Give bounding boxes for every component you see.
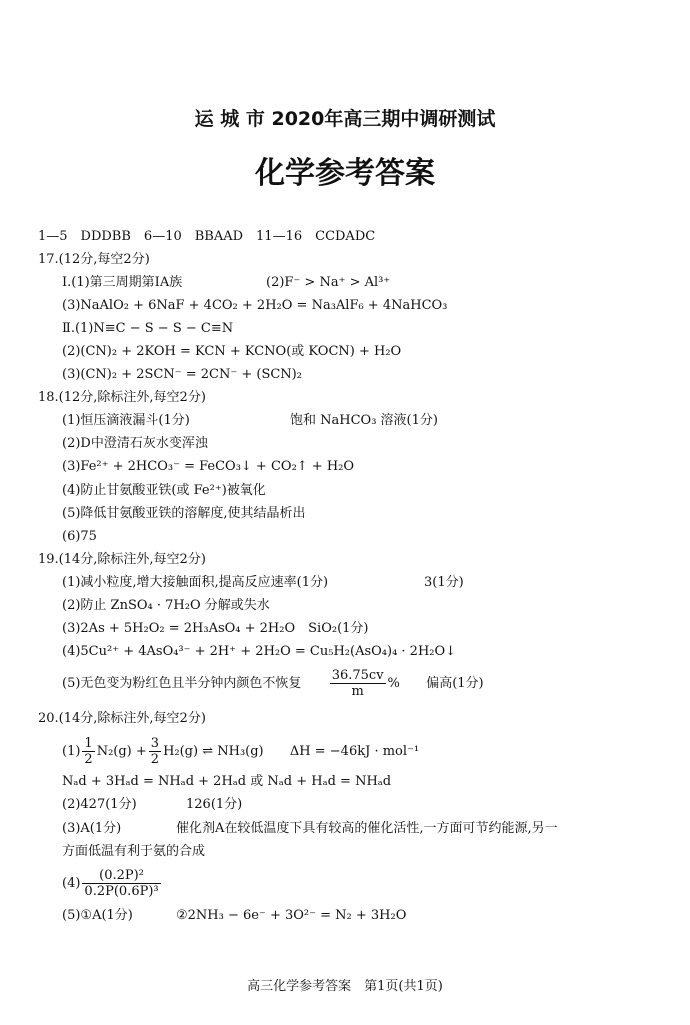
document-title: 化学参考答案 [255,156,435,191]
q17-part1-1: Ⅰ.(1)第三周期第ⅠA族 [62,275,183,290]
q20-answer-5b: ②2NH₃ − 6e⁻ + 3O²⁻ = N₂ + 3H₂O [176,908,407,923]
q19-answer-5-text: (5)无色变为粉红色且半分钟内颜色不恢复 [62,676,302,691]
q20-answer-1-label: (1) [62,744,81,759]
q20-answer-1b: Nₐd + 3Hₐd = NHₐd + 2Hₐd 或 Nₐd + Hₐd = NHₐd [62,774,392,789]
q20-answer-4 [62,868,163,899]
q17-part1-3: (3)NaAlO₂ + 6NaF + 4CO₂ + 2H₂O = Na₃AlF₆ + 4NaHCO₃ [62,298,448,313]
q20-fraction-3-num: 3 [150,736,160,751]
q17-part1-2: (2)F⁻ > Na⁺ > Al³⁺ [266,275,391,290]
q20-fraction-half-num: 1 [84,736,93,751]
q17-part2-3: (3)(CN)₂ + 2SCN⁻ = 2CN⁻ + (SCN)₂ [62,367,302,382]
q20-kp-numerator: (0.2P)² [82,868,160,884]
q19-answer-1: (1)减小粒度,增大接触面积,提高反应速率(1分) [62,575,329,590]
q20-answer-3b: 催化剂A在较低温度下具有较高的催化活性,一方面可节约能源,另一 [176,821,558,836]
multiple-choice-answers: 1—5 DDDBB 6—10 BBAAD 11—16 CCDADC [38,229,376,244]
q18-answer-5: (5)降低甘氨酸亚铁的溶解度,使其结晶析出 [62,506,306,521]
q20-fraction-three-halves [149,736,161,767]
q20-answer-4-label: (4) [62,876,81,891]
q18-answer-2: (2)D中澄清石灰水变浑浊 [62,436,208,451]
q18-answer-1: (1)恒压滴液漏斗(1分) [62,413,190,428]
q19-fraction-numerator: 36.75cv [331,668,384,683]
q19-answer-3: (3)2As + 5H₂O₂ = 2H₃AsO₄ + 2H₂O SiO₂(1分) [62,621,369,636]
q20-answer-3: (3)A(1分) [62,821,122,836]
q19-answer-1b: 3(1分) [424,575,464,590]
exam-title: 运 城 市 2020年高三期中调研测试 [194,108,496,130]
q17-part2-2: (2)(CN)₂ + 2KOH = KCN + KCNO(或 KOCN) + H₂O [62,344,402,359]
q20-kp-denominator: 0.2P(0.6P)³ [84,884,159,899]
q20-answer-3c: 方面低温有利于氨的合成 [62,844,206,859]
q19-answer-5 [62,668,484,699]
q20-answer-1 [62,736,419,767]
q20-kp-fraction [82,868,160,899]
q18-answer-1b: 饱和 NaHCO₃ 溶液(1分) [290,413,438,428]
q17-part2-1: Ⅱ.(1)N≡C − S − S − C≡N [62,321,234,336]
page-footer: 高三化学参考答案 第1页(共1页) [247,979,443,994]
q20-heading: 20.(14分,除标注外,每空2分) [38,711,206,726]
q20-enthalpy: ΔH = −46kJ · mol⁻¹ [289,744,420,759]
q18-answer-4: (4)防止甘氨酸亚铁(或 Fe²⁺)被氧化 [62,483,266,498]
q19-heading: 19.(14分,除标注外,每空2分) [38,552,206,567]
q19-fraction [330,668,386,699]
q20-n2-term: N₂(g) + [96,744,147,759]
q18-answer-3: (3)Fe²⁺ + 2HCO₃⁻ = FeCO₃↓ + CO₂↑ + H₂O [62,459,355,474]
q19-percent: % [387,676,400,691]
q19-fraction-denominator: m [351,684,364,699]
q19-answer-4: (4)5Cu²⁺ + 4AsO₄³⁻ + 2H⁺ + 2H₂O = Cu₅H₂(AsO₄)₄ · 2H₂O↓ [62,644,457,659]
q18-answer-6: (6)75 [62,529,97,544]
q20-fraction-3-den: 2 [150,752,160,767]
q19-answer-5b: 偏高(1分) [426,676,484,691]
q19-answer-2: (2)防止 ZnSO₄ · 7H₂O 分解或失水 [62,598,270,613]
q20-answer-2b: 126(1分) [186,797,243,812]
q18-heading: 18.(12分,除标注外,每空2分) [38,390,206,405]
q20-answer-2: (2)427(1分) [62,797,137,812]
q20-fraction-half-den: 2 [84,752,93,767]
q20-fraction-half [82,736,94,767]
q20-answer-5: (5)①A(1分) [62,908,133,923]
q17-heading: 17.(12分,每空2分) [38,252,150,267]
q20-h2-term: H₂(g) ⇌ NH₃(g) [163,744,264,759]
